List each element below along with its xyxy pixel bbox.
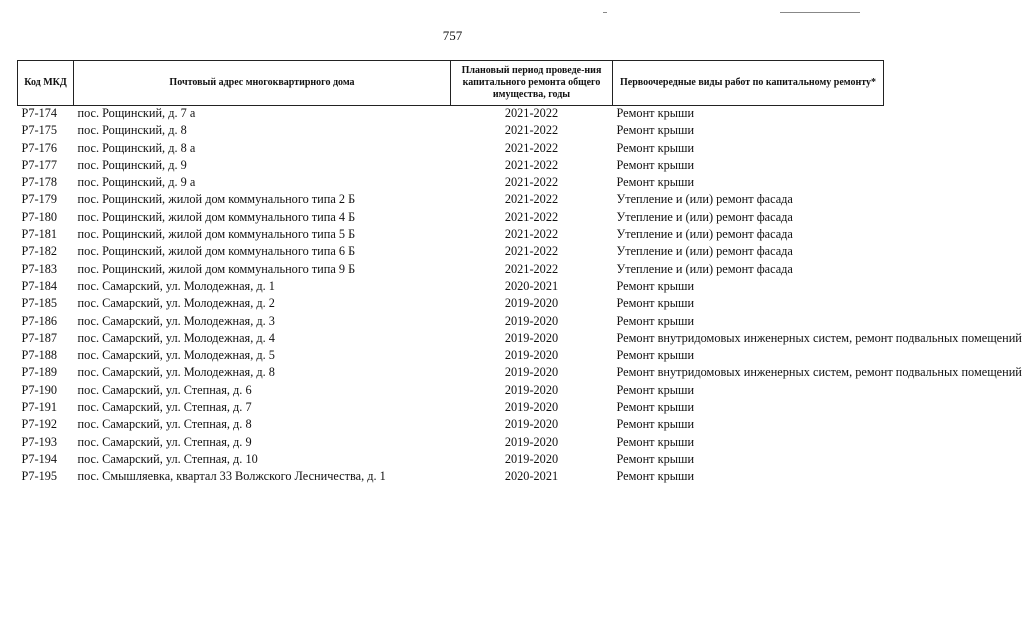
- table-body: [18, 106, 1022, 487]
- works-cell: Ремонт крыши: [616, 451, 695, 466]
- period-cell: 2019-2020: [504, 417, 559, 432]
- address-cell: пос. Самарский, ул. Степная, д. 8: [77, 417, 252, 432]
- period-cell: 2021-2022: [504, 175, 559, 190]
- address-cell: пос. Самарский, ул. Степная, д. 7: [77, 400, 252, 415]
- period-cell: 2021-2022: [504, 261, 559, 276]
- code-cell: Р7-178: [21, 175, 58, 190]
- works-cell: Ремонт крыши: [616, 434, 695, 449]
- header-works: Первоочередные виды работ по капитальному ремонту*: [613, 61, 884, 106]
- code-cell: Р7-193: [21, 434, 58, 449]
- code-cell: Р7-195: [21, 469, 58, 484]
- works-cell: Ремонт внутридомовых инженерных систем, ремонт подвальных помещений: [616, 330, 1022, 345]
- table-row: [18, 383, 884, 400]
- address-cell: пос. Рощинский, жилой дом коммунального типа 9 Б: [77, 261, 356, 276]
- table-row: [18, 400, 884, 417]
- code-cell: Р7-194: [21, 451, 58, 466]
- period-cell: 2019-2020: [504, 434, 559, 449]
- table-row: [18, 158, 884, 175]
- code-cell: Р7-183: [21, 261, 58, 276]
- address-cell: пос. Рощинский, д. 7 а: [77, 106, 196, 120]
- period-cell: 2021-2022: [504, 192, 559, 207]
- code-cell: Р7-191: [21, 400, 58, 415]
- works-cell: Утепление и (или) ремонт фасада: [616, 192, 793, 207]
- table-row: [18, 175, 884, 192]
- period-cell: 2019-2020: [504, 330, 559, 345]
- period-cell: 2021-2022: [504, 123, 559, 138]
- code-cell: Р7-188: [21, 348, 58, 363]
- works-cell: Ремонт крыши: [616, 157, 695, 172]
- code-cell: Р7-189: [21, 365, 58, 380]
- address-cell: пос. Самарский, ул. Молодежная, д. 4: [77, 330, 275, 345]
- address-cell: пос. Рощинский, д. 9 а: [77, 175, 196, 190]
- period-cell: 2021-2022: [504, 106, 559, 120]
- header-row: [18, 61, 884, 106]
- address-cell: пос. Самарский, ул. Молодежная, д. 3: [77, 313, 275, 328]
- period-cell: 2019-2020: [504, 313, 559, 328]
- code-cell: Р7-187: [21, 330, 58, 345]
- works-cell: Ремонт крыши: [616, 278, 695, 293]
- address-cell: пос. Самарский, ул. Молодежная, д. 5: [77, 348, 275, 363]
- table-row: [18, 435, 884, 452]
- works-cell: Ремонт крыши: [616, 400, 695, 415]
- works-cell: Ремонт крыши: [616, 469, 695, 484]
- works-cell: Ремонт крыши: [616, 348, 695, 363]
- table-row: [18, 331, 884, 348]
- period-cell: 2020-2021: [504, 278, 559, 293]
- address-cell: пос. Самарский, ул. Молодежная, д. 2: [77, 296, 275, 311]
- period-cell: 2019-2020: [504, 365, 559, 380]
- table-row: [18, 244, 884, 261]
- period-cell: 2020-2021: [504, 469, 559, 484]
- code-cell: Р7-177: [21, 157, 58, 172]
- period-cell: 2021-2022: [504, 227, 559, 242]
- code-cell: Р7-175: [21, 123, 58, 138]
- table-row: [18, 227, 884, 244]
- works-cell: Ремонт крыши: [616, 417, 695, 432]
- table-row: [18, 192, 884, 209]
- works-cell: Ремонт крыши: [616, 123, 695, 138]
- code-cell: Р7-186: [21, 313, 58, 328]
- period-cell: 2021-2022: [504, 209, 559, 224]
- table-row: [18, 469, 884, 486]
- period-cell: 2019-2020: [504, 382, 559, 397]
- address-cell: пос. Самарский, ул. Молодежная, д. 8: [77, 365, 275, 380]
- code-cell: Р7-181: [21, 227, 58, 242]
- code-cell: Р7-192: [21, 417, 58, 432]
- works-cell: Утепление и (или) ремонт фасада: [616, 244, 793, 259]
- table-row: [18, 106, 884, 124]
- table-row: [18, 365, 884, 382]
- address-cell: пос. Рощинский, жилой дом коммунального типа 5 Б: [77, 227, 356, 242]
- table-row: [18, 348, 884, 365]
- code-cell: Р7-184: [21, 278, 58, 293]
- code-cell: Р7-190: [21, 382, 58, 397]
- works-cell: Ремонт крыши: [616, 175, 695, 190]
- header-code: Код МКД: [18, 61, 74, 106]
- works-cell: Ремонт крыши: [616, 382, 695, 397]
- table-header: [18, 61, 884, 106]
- capital-repair-table: [17, 60, 1022, 487]
- address-cell: пос. Самарский, ул. Степная, д. 6: [77, 382, 252, 397]
- period-cell: 2019-2020: [504, 400, 559, 415]
- code-cell: Р7-185: [21, 296, 58, 311]
- address-cell: пос. Рощинский, жилой дом коммунального типа 4 Б: [77, 209, 356, 224]
- address-cell: пос. Рощинский, д. 8 а: [77, 140, 196, 155]
- header-period: Плановый период проведе-ния капитального ремонта общего имущества, годы: [451, 61, 613, 106]
- table-row: [18, 210, 884, 227]
- address-cell: пос. Рощинский, д. 9: [77, 157, 187, 172]
- period-cell: 2019-2020: [504, 451, 559, 466]
- scan-artifact-mark: [603, 12, 607, 13]
- works-cell: Ремонт крыши: [616, 313, 695, 328]
- works-cell: Утепление и (или) ремонт фасада: [616, 209, 793, 224]
- table-row: [18, 296, 884, 313]
- code-cell: Р7-176: [21, 140, 58, 155]
- header-address: Почтовый адрес многоквартирного дома: [74, 61, 451, 106]
- table-row: [18, 417, 884, 434]
- address-cell: пос. Рощинский, жилой дом коммунального типа 2 Б: [77, 192, 356, 207]
- table-row: [18, 279, 884, 296]
- address-cell: пос. Самарский, ул. Степная, д. 10: [77, 451, 258, 466]
- works-cell: Ремонт крыши: [616, 140, 695, 155]
- scan-artifact-line: [780, 12, 860, 13]
- works-cell: Утепление и (или) ремонт фасада: [616, 261, 793, 276]
- address-cell: пос. Рощинский, жилой дом коммунального типа 6 Б: [77, 244, 356, 259]
- code-cell: Р7-182: [21, 244, 58, 259]
- period-cell: 2019-2020: [504, 348, 559, 363]
- works-cell: Ремонт крыши: [616, 106, 695, 120]
- period-cell: 2021-2022: [504, 157, 559, 172]
- period-cell: 2021-2022: [504, 244, 559, 259]
- works-cell: Ремонт крыши: [616, 296, 695, 311]
- table-row: [18, 452, 884, 469]
- table-row: [18, 314, 884, 331]
- address-cell: пос. Самарский, ул. Молодежная, д. 1: [77, 278, 275, 293]
- table-row: [18, 123, 884, 140]
- code-cell: Р7-174: [21, 106, 58, 120]
- works-cell: Утепление и (или) ремонт фасада: [616, 227, 793, 242]
- works-cell: Ремонт внутридомовых инженерных систем, ремонт подвальных помещений: [616, 365, 1022, 380]
- page-number: 757: [442, 28, 463, 43]
- table-row: [18, 141, 884, 158]
- address-cell: пос. Самарский, ул. Степная, д. 9: [77, 434, 252, 449]
- table-row: [18, 262, 884, 279]
- period-cell: 2019-2020: [504, 296, 559, 311]
- code-cell: Р7-179: [21, 192, 58, 207]
- period-cell: 2021-2022: [504, 140, 559, 155]
- address-cell: пос. Рощинский, д. 8: [77, 123, 187, 138]
- code-cell: Р7-180: [21, 209, 58, 224]
- address-cell: пос. Смышляевка, квартал 33 Волжского Лесничества, д. 1: [77, 469, 386, 484]
